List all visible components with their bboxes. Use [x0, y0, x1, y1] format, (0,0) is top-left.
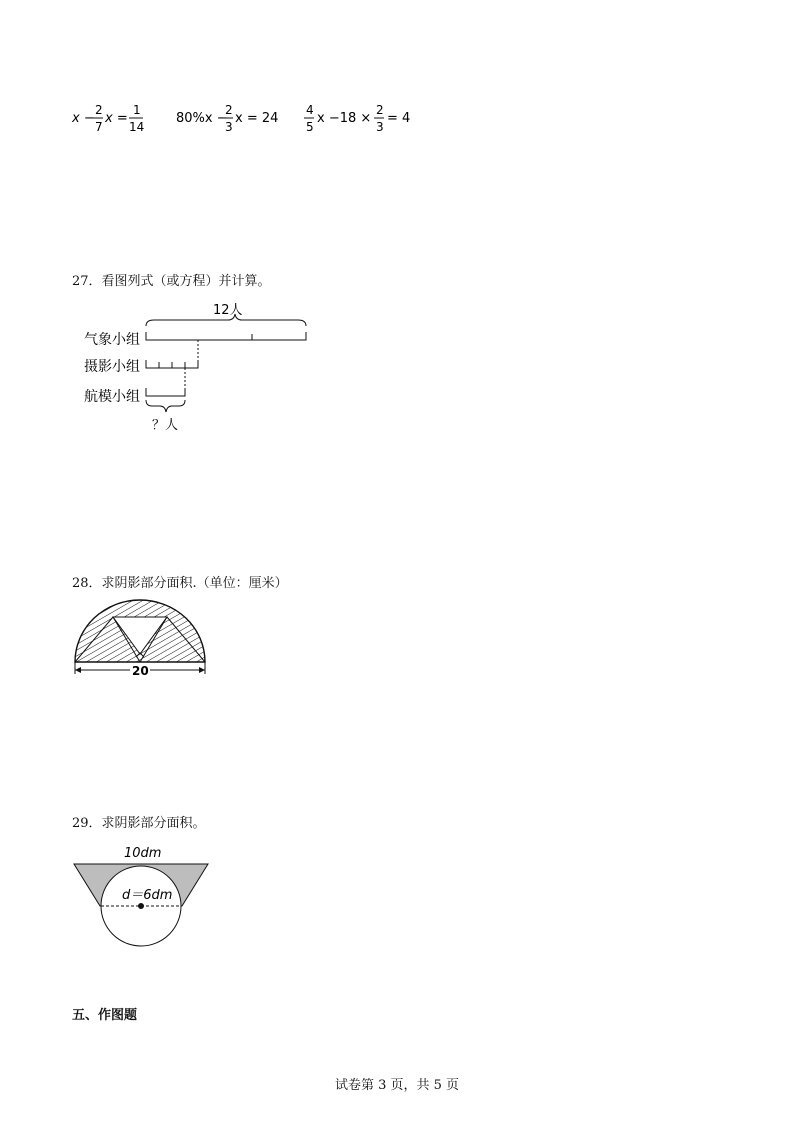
q27-unknown-label: ？人	[152, 418, 179, 433]
equation-1	[72, 100, 152, 136]
eq3-rhs: = 4	[387, 111, 411, 126]
q29-center-dot	[138, 903, 144, 909]
q29-title: 29．求阴影部分面积。	[72, 816, 206, 831]
equation-1-svg	[72, 100, 152, 136]
q29-trapezoid-figure	[70, 842, 212, 948]
q28-arrow-left	[75, 667, 81, 673]
q27-line-diagram	[80, 296, 320, 436]
q28-dimension-label: 20	[132, 664, 149, 678]
q28-arrow-right	[199, 667, 205, 673]
eq3-num-a: 4	[306, 103, 314, 117]
q27-row-3-label: 航模小组	[84, 389, 140, 405]
eq2-part-a: 80%x −	[176, 111, 228, 126]
q27-bottom-brace	[146, 400, 185, 412]
eq1-den: 7	[95, 120, 103, 134]
eq3-den-a: 5	[306, 120, 314, 134]
q27-total-label: 12人	[213, 303, 243, 318]
eq3-num-b: 2	[376, 103, 384, 117]
q27-row-1-segment	[146, 332, 306, 340]
eq2-num: 2	[225, 103, 233, 117]
page-footer: 试卷第 3 页，共 5 页	[334, 1078, 460, 1093]
equation-2	[176, 100, 279, 136]
q29-diameter-label: d＝6dm	[122, 888, 173, 903]
eq1-rhs-den: 14	[129, 120, 145, 134]
q27-title: 27．看图列式（或方程）并计算。	[72, 274, 271, 289]
equation-3-svg	[304, 100, 411, 136]
q27-row-1-label: 气象小组	[84, 332, 140, 348]
section-5-heading: 五、作图题	[72, 1008, 138, 1023]
eq1-part-a: x −	[72, 111, 95, 126]
eq3-mid: x −18 ×	[317, 111, 372, 126]
q28-semicircle-figure	[70, 596, 212, 682]
q27-row-2-label: 摄影小组	[84, 359, 140, 375]
eq1-rhs-num: 1	[133, 103, 141, 117]
eq3-den-b: 3	[376, 120, 384, 134]
eq2-den: 3	[225, 120, 233, 134]
eq1-part-b: x =	[105, 111, 128, 126]
eq2-part-b: x = 24	[235, 111, 279, 126]
equation-3	[304, 100, 411, 136]
q28-title: 28．求阴影部分面积.（单位：厘米）	[72, 576, 288, 591]
q29-top-label: 10dm	[124, 846, 162, 861]
q27-row-3-segment	[146, 388, 185, 396]
eq1-num: 2	[95, 103, 103, 117]
equation-2-svg	[176, 100, 279, 136]
